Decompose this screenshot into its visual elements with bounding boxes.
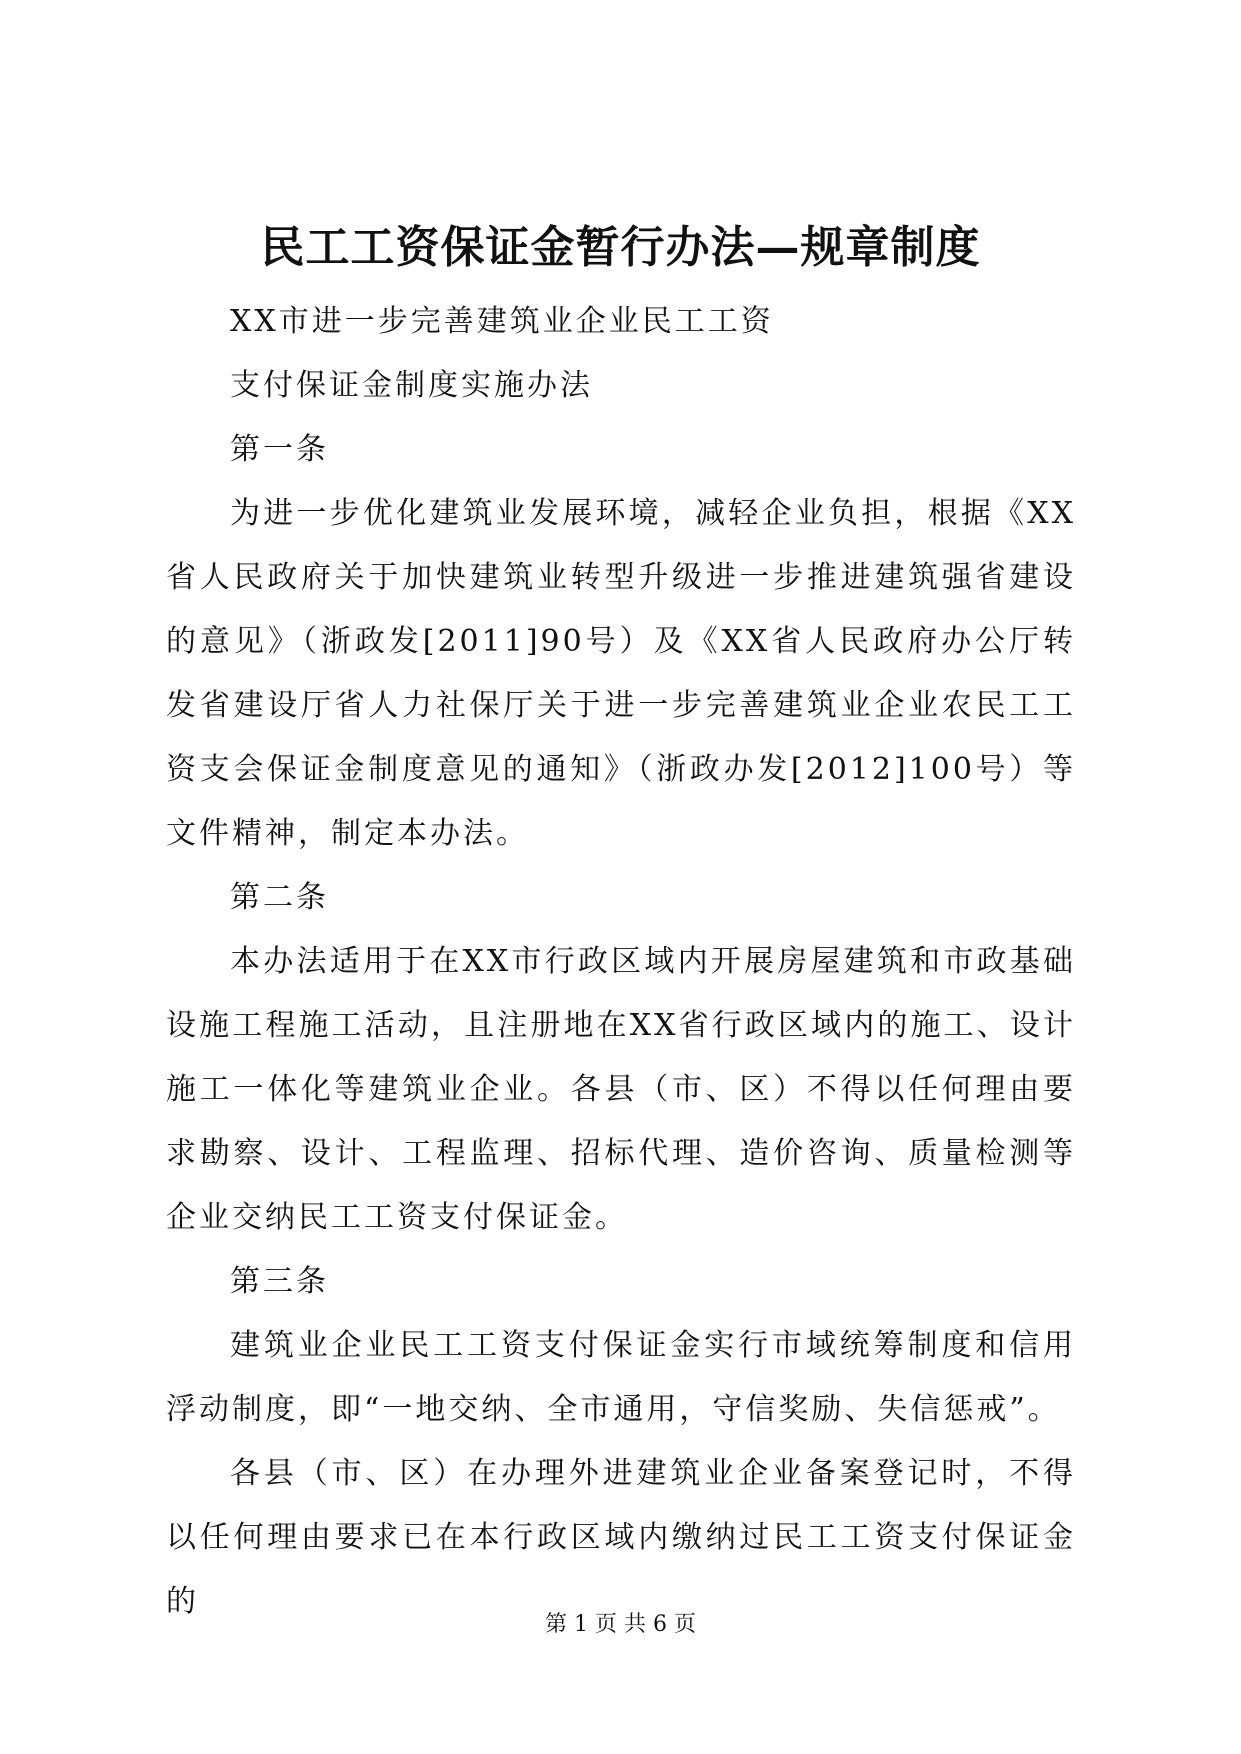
article-1-text: 为进一步优化建筑业发展环境，减轻企业负担，根据《XX省人民政府关于加快建筑业转型升级进一步推进建筑强省建设的意见》（浙政发[2011]90号）及《XX省人民政府办公厅转发省建设厅省人力社保厅关于进一步完善建筑业企业农民工工资支会保证金制度意见的通知》（浙政办发[2012]100号）等文件精神，制定本办法。 <box>166 496 1076 851</box>
article-2-heading: 第二条 <box>230 880 329 915</box>
article-3-text: 建筑业企业民工工资支付保证金实行市域统筹制度和信用浮动制度，即“一地交纳、全市通用，守信奖励、失信惩戒”。 <box>166 1328 1076 1427</box>
paragraph-heading-line-1: XX市进一步完善建筑业企业民工工资 <box>230 304 774 339</box>
document-body <box>166 290 1076 1634</box>
page-number-footer: 第 1 页 共 6 页 <box>545 1612 696 1637</box>
article-1-heading: 第一条 <box>230 432 329 467</box>
paragraph-heading-line-2: 支付保证金制度实施办法 <box>230 368 593 403</box>
article-2-text: 本办法适用于在XX市行政区域内开展房屋建筑和市政基础设施工程施工活动，且注册地在XX省行政区域内的施工、设计施工一体化等建筑业企业。各县（市、区）不得以任何理由要求勘察、设计、工程监理、招标代理、造价咨询、质量检测等企业交纳民工工资支付保证金。 <box>166 944 1076 1235</box>
document-title: 民工工资保证金暂行办法—规章制度 <box>260 222 981 273</box>
article-3-text-continued: 各县（市、区）在办理外进建筑业企业备案登记时，不得以任何理由要求已在本行政区域内缴纳过民工工资支付保证金的 <box>166 1456 1076 1619</box>
article-3-heading: 第三条 <box>230 1264 329 1299</box>
